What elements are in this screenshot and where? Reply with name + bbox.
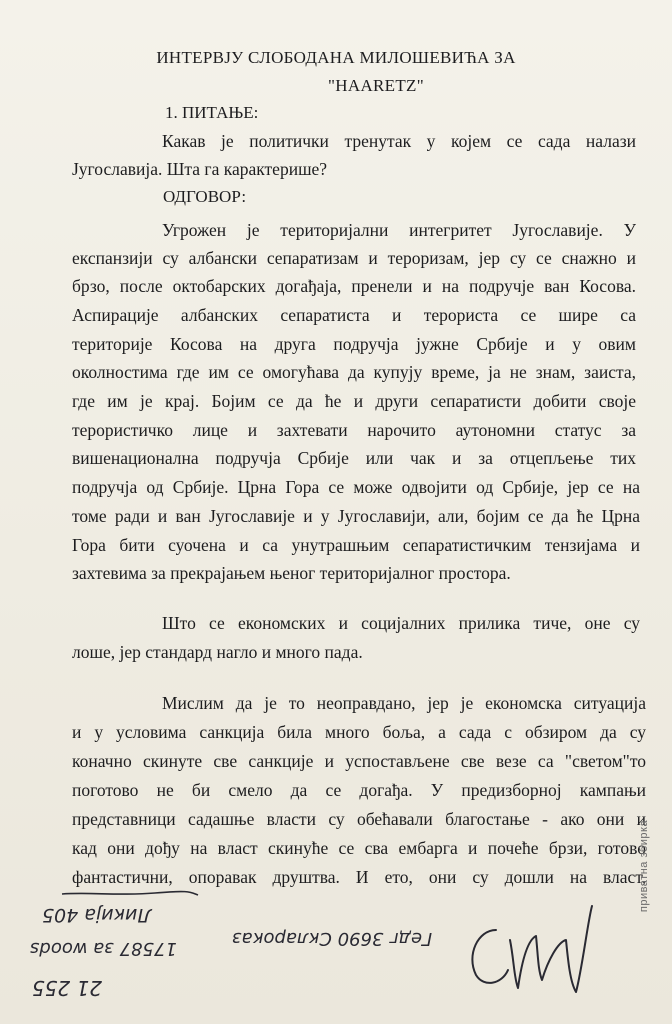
- handwritten-note: Ликија 405: [42, 904, 152, 926]
- handwritten-note: 21 255: [32, 976, 102, 1000]
- answer-line: и у условима санкција била много боља, а сада с обзиром да су: [72, 722, 646, 742]
- answer-line: подручја од Србије. Црна Гора се може одвојити од Србије, јер се на: [72, 477, 640, 497]
- answer-line: коначно скинуте све санкције и успостављене све везе са "светом"то: [72, 751, 646, 771]
- question-line: Југославија. Шта га карактерише?: [72, 159, 328, 179]
- answer-line: кад они дођу на власт скинуће се сва ембарга и почеће брзи, готово: [72, 838, 646, 858]
- handwritten-note: Гедг 3690 Склароказ: [232, 928, 433, 949]
- question-label: 1. ПИТАЊЕ:: [165, 103, 259, 122]
- answer-label: ОДГОВОР:: [163, 187, 247, 206]
- answer-line: околностима где им се омогућава да купују време, ја не знам, заиста,: [72, 362, 636, 382]
- answer-line: терористичко лице и захтевати нарочито аутономни статус за: [72, 420, 636, 440]
- document-subtitle: "HAARETZ": [328, 76, 424, 95]
- answer-line: Угрожен је територијални интегритет Југославије. У: [162, 220, 636, 240]
- question-line: Какав је политички тренутак у којем се сада налази: [162, 131, 636, 151]
- answer-line: вишенационална подручја Србије или чак и за отцепљење тих: [72, 448, 636, 468]
- answer-line: захтевима за прекрајањем њеног територијалног простора.: [72, 563, 511, 583]
- answer-line: Мислим да је то неоправдано, јер је економска ситуација: [162, 693, 646, 713]
- answer-line: представници садашње власти су обећавали благостање - ако они и: [72, 809, 646, 829]
- answer-line: лоше, јер стандард нагло и много пада.: [72, 642, 363, 662]
- answer-line: брзо, после октобарских догађаја, пренели и на подручје ван Косова.: [72, 276, 636, 296]
- handwritten-note: 17587 за woods: [30, 938, 177, 959]
- answer-line: поготово не би смело да се догађа. У предизборној кампањи: [72, 780, 646, 800]
- answer-line: где им је крај. Бојим се да ће и други сепаратисти добити своје: [72, 391, 636, 411]
- answer-line: Што се економских и социјалних прилика тиче, оне су: [162, 613, 640, 633]
- document-title: ИНТЕРВЈУ СЛОБОДАНА МИЛОШЕВИЋА ЗА: [156, 48, 516, 67]
- answer-line: територије Косова на друга подручја јужне Србије и у овим: [72, 334, 636, 354]
- answer-line: Гора бити суочена и са унутрашњим сепаратистичким тензијама и: [72, 535, 640, 555]
- signature-mark: [458, 900, 608, 1000]
- answer-line: Аспирације албанских сепаратиста и терориста се шире са: [72, 305, 636, 325]
- answer-line: експанзији су албански сепаратизам и тероризам, јер су се снажно и: [72, 248, 636, 268]
- answer-line: томе ради и ван Југославије и у Југославији, али, бојим се да ће Црна: [72, 506, 640, 526]
- answer-line: фантастични, опоравак друштва. И ето, они су дошли на власт,: [72, 867, 646, 887]
- side-watermark: приватна збирка: [637, 819, 650, 913]
- pen-underline: [60, 886, 200, 900]
